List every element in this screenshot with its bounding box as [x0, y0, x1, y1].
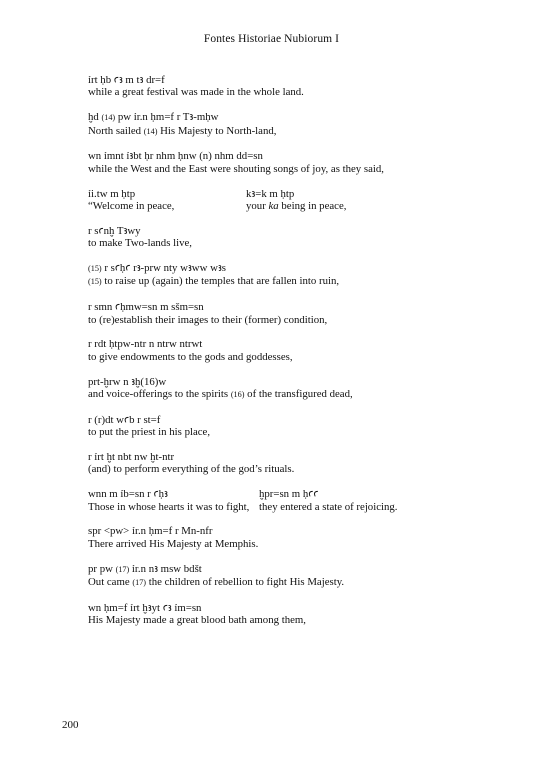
transliteration-line — [88, 262, 508, 275]
translation-col-2 — [246, 200, 346, 212]
transliteration-text: ḫd — [88, 111, 102, 124]
translation-line — [88, 275, 508, 288]
translation-text: being in peace, — [278, 200, 347, 213]
translation-line: There arrived His Majesty at Memphis. — [88, 537, 259, 550]
translation-text: Out came — [88, 576, 133, 589]
transliteration-line: wn ḥm=f ỉrt ḫꜣyt ꜥꜣ ỉm=sn — [88, 601, 202, 614]
line-number-marker: (15) — [88, 264, 102, 274]
transliteration-col-1: wnn m ỉb=sn r ꜥḥꜣ — [88, 488, 168, 501]
translation-line: while a great festival was made in the whole land. — [88, 86, 304, 99]
translation-text: and voice-offerings to the spirits — [88, 388, 231, 401]
verse-stanza — [88, 602, 508, 627]
translation-line: to give endowments to the gods and goddesses, — [88, 350, 293, 363]
line-number-marker: (14) — [143, 126, 158, 136]
transliteration-line — [88, 111, 508, 124]
transliteration-line — [88, 488, 508, 500]
transliteration-line: prt-ḫrw n ꜣḫ(16)w — [88, 375, 167, 388]
italic-term: ka — [268, 200, 279, 213]
transliteration-col-1: ỉi.tw m ḥtp — [88, 187, 136, 200]
transliteration-text: pw ỉr.n ḥm=f r Tꜣ-mḥw — [115, 111, 219, 124]
verse-stanza — [88, 111, 508, 138]
transliteration-line: r ỉrt ḫt nbt nw ḫt-ntr — [88, 451, 175, 464]
verse-stanza — [88, 525, 508, 550]
verse-stanza — [88, 188, 508, 213]
line-number-marker: (17) — [132, 578, 147, 588]
verse-stanza — [88, 301, 508, 326]
translation-col-1: “Welcome in peace, — [88, 200, 175, 213]
translation-text: the children of rebellion to fight His Majesty. — [146, 576, 345, 589]
page-body — [88, 74, 508, 639]
translation-col-2: they entered a state of rejoicing. — [259, 500, 398, 513]
running-header: Fontes Historiae Nubiorum I — [203, 33, 340, 45]
verse-stanza — [88, 414, 508, 439]
translation-line: (and) to perform everything of the god’s rituals. — [88, 463, 295, 476]
line-number-marker: (14) — [101, 113, 116, 123]
translation-text: of the transfigured dead, — [244, 388, 353, 401]
translation-line: to (re)establish their images to their (former) condition, — [88, 313, 328, 326]
verse-stanza — [88, 74, 508, 99]
transliteration-line — [88, 563, 508, 576]
transliteration-text: ỉr.n nꜣ msw bdšt — [129, 562, 202, 575]
line-number-marker: (16) — [230, 390, 245, 400]
verse-stanza — [88, 338, 508, 363]
translation-text: your — [246, 200, 269, 213]
transliteration-line: r (r)dt wꜥb r st=f — [88, 413, 161, 426]
translation-line — [88, 576, 508, 589]
transliteration-text: r sꜥḥꜥ rꜣ-prw nty wꜣww wꜣs — [101, 262, 226, 275]
translation-line: to put the priest in his place, — [88, 426, 211, 439]
verse-stanza — [88, 563, 508, 590]
line-number-marker: (15) — [88, 277, 102, 287]
translation-line: while the West and the East were shouting songs of joy, as they said, — [88, 162, 384, 175]
line-number-marker: (17) — [115, 564, 130, 574]
page-number: 200 — [62, 719, 79, 731]
transliteration-line: spr <pw> ỉr.n ḥm=f r Mn-nfr — [88, 525, 213, 538]
translation-text: to raise up (again) the temples that are fallen into ruin, — [101, 275, 340, 288]
transliteration-line: ỉrt ḥb ꜥꜣ m tꜣ dr=f — [88, 74, 165, 86]
translation-col-1: Those in whose hearts it was to fight, — [88, 500, 250, 513]
transliteration-col-2: ḫpr=sn m ḥꜥꜥ — [259, 488, 319, 501]
transliteration-line: r smn ꜥḥmw=sn m sšm=sn — [88, 301, 204, 314]
translation-text: His Majesty to North-land, — [157, 124, 277, 137]
verse-stanza — [88, 225, 508, 250]
transliteration-col-2: kꜣ=k m ḥtp — [246, 187, 295, 200]
transliteration-line: r rdt ḥtpw-ntr n ntrw ntrwt — [88, 338, 203, 351]
translation-line — [88, 125, 508, 138]
translation-text: North sailed — [88, 124, 144, 137]
verse-stanza — [88, 150, 508, 175]
transliteration-line: wn ỉmnt ỉꜣbt ḥr nhm ḥnw (n) nhm dd=sn — [88, 150, 263, 163]
transliteration-text: pr pw — [88, 562, 116, 575]
translation-line — [88, 200, 508, 212]
transliteration-line: r sꜥnḫ Tꜣwy — [88, 224, 141, 237]
translation-line — [88, 501, 508, 513]
translation-line — [88, 388, 508, 401]
transliteration-line — [88, 188, 508, 200]
verse-stanza — [88, 262, 508, 289]
translation-line: His Majesty made a great blood bath among them, — [88, 614, 306, 627]
verse-stanza — [88, 376, 508, 402]
translation-line: to make Two-lands live, — [88, 237, 192, 250]
verse-stanza — [88, 451, 508, 476]
verse-stanza — [88, 488, 508, 513]
